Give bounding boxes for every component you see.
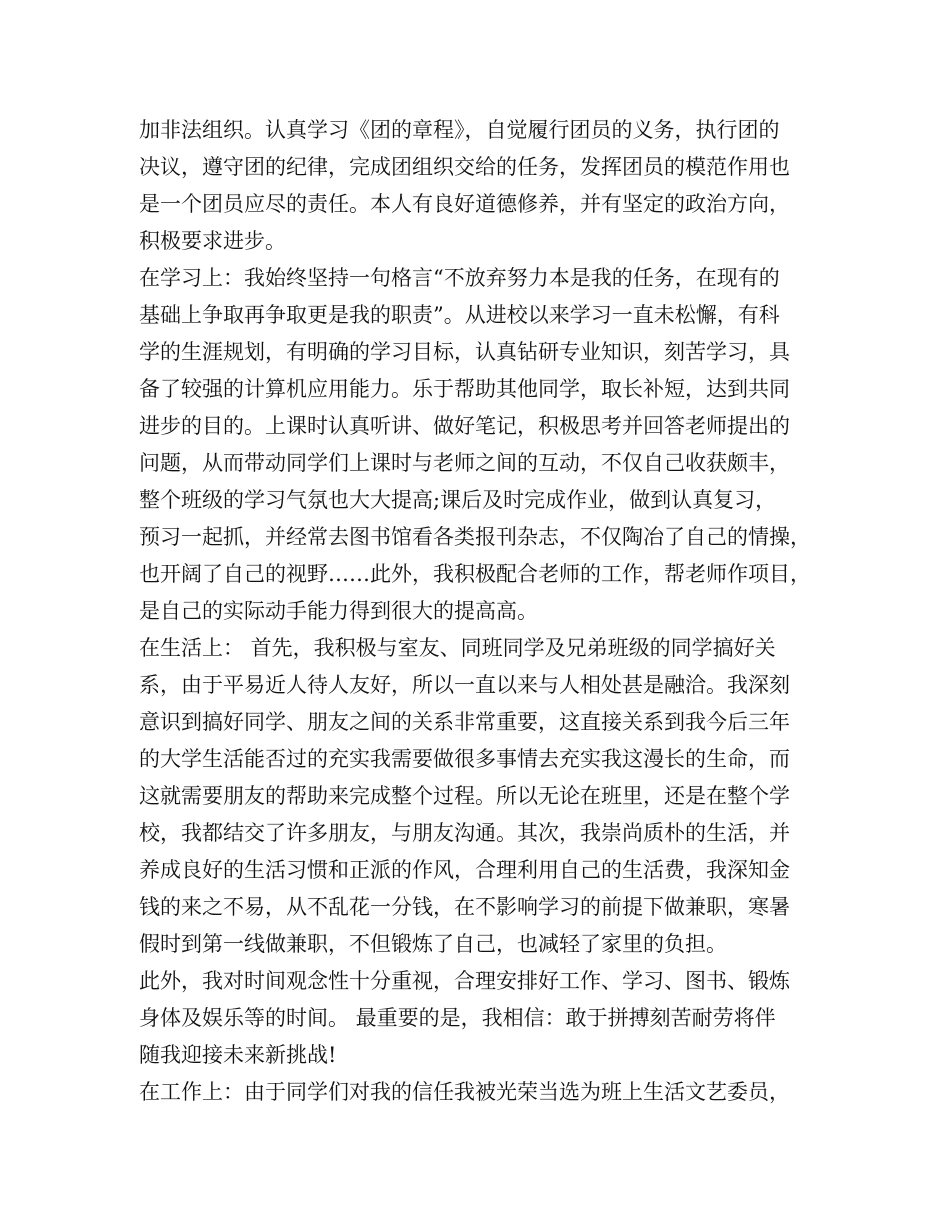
text-line: 问题，从而带动同学们上课时与老师之间的互动，不仅自己收获颇丰， [139, 451, 790, 475]
text-line: 备了较强的计算机应用能力。乐于帮助其他同学，取长补短，达到共同 [139, 377, 790, 401]
text-line: 在生活上： 首先，我积极与室友、同班同学及兄弟班级的同学搞好关 [139, 636, 776, 660]
text-line: 假时到第一线做兼职，不但锻炼了自己，也减轻了家里的负担。 [139, 932, 727, 956]
text-line: 是一个团员应尽的责任。本人有良好道德修养，并有坚定的政治方向， [139, 192, 790, 216]
text-line: 加非法组织。认真学习《团的章程》，自觉履行团员的义务，执行团的 [139, 118, 780, 142]
text-line: 此外，我对时间观念性十分重视，合理安排好工作、学习、图书、锻炼 [139, 969, 790, 993]
text-line: 这就需要朋友的帮助来完成整个过程。所以无论在班里，还是在整个学 [139, 784, 790, 808]
text-line: 也开阔了自己的视野……此外，我积极配合老师的工作，帮老师作项目， [139, 562, 811, 586]
text-line: 在学习上：我始终坚持一句格言“不放弃努力本是我的任务，在现有的 [139, 266, 780, 290]
text-line: 身体及娱乐等的时间。 最重要的是，我相信：敢于拼搏刻苦耐劳将伴 [139, 1006, 776, 1030]
text-line: 在工作上：由于同学们对我的信任我被光荣当选为班上生活文艺委员， [139, 1080, 790, 1104]
text-line: 养成良好的生活习惯和正派的作风，合理利用自己的生活费，我深知金 [139, 858, 790, 882]
text-line: 学的生涯规划，有明确的学习目标，认真钻研专业知识，刻苦学习，具 [139, 340, 790, 364]
text-line: 整个班级的学习气氛也大大提高;课后及时完成作业，做到认真复习， [139, 488, 777, 512]
text-line: 系，由于平易近人待人友好，所以一直以来与人相处甚是融洽。我深刻 [139, 673, 790, 697]
text-line: 进步的目的。上课时认真听讲、做好笔记，积极思考并回答老师提出的 [139, 414, 790, 438]
text-line: 随我迎接未来新挑战! [139, 1043, 337, 1067]
text-line: 的大学生活能否过的充实我需要做很多事情去充实我这漫长的生命，而 [139, 747, 790, 771]
text-line: 钱的来之不易，从不乱花一分钱，在不影响学习的前提下做兼职，寒暑 [139, 895, 790, 919]
text-line: 基础上争取再争取更是我的职责”。从进校以来学习一直未松懈，有科 [139, 303, 780, 327]
text-line: 校，我都结交了许多朋友，与朋友沟通。其次，我崇尚质朴的生活，并 [139, 821, 790, 845]
text-line: 积极要求进步。 [139, 229, 286, 253]
text-line: 是自己的实际动手能力得到很大的提高高。 [139, 599, 538, 623]
text-line: 意识到搞好同学、朋友之间的关系非常重要，这直接关系到我今后三年 [139, 710, 790, 734]
document-body [139, 112, 829, 1111]
text-line: 预习一起抓，并经常去图书馆看各类报刊杂志，不仅陶冶了自己的情操， [139, 525, 811, 549]
text-line: 决议，遵守团的纪律，完成团组织交给的任务，发挥团员的模范作用也 [139, 155, 790, 179]
